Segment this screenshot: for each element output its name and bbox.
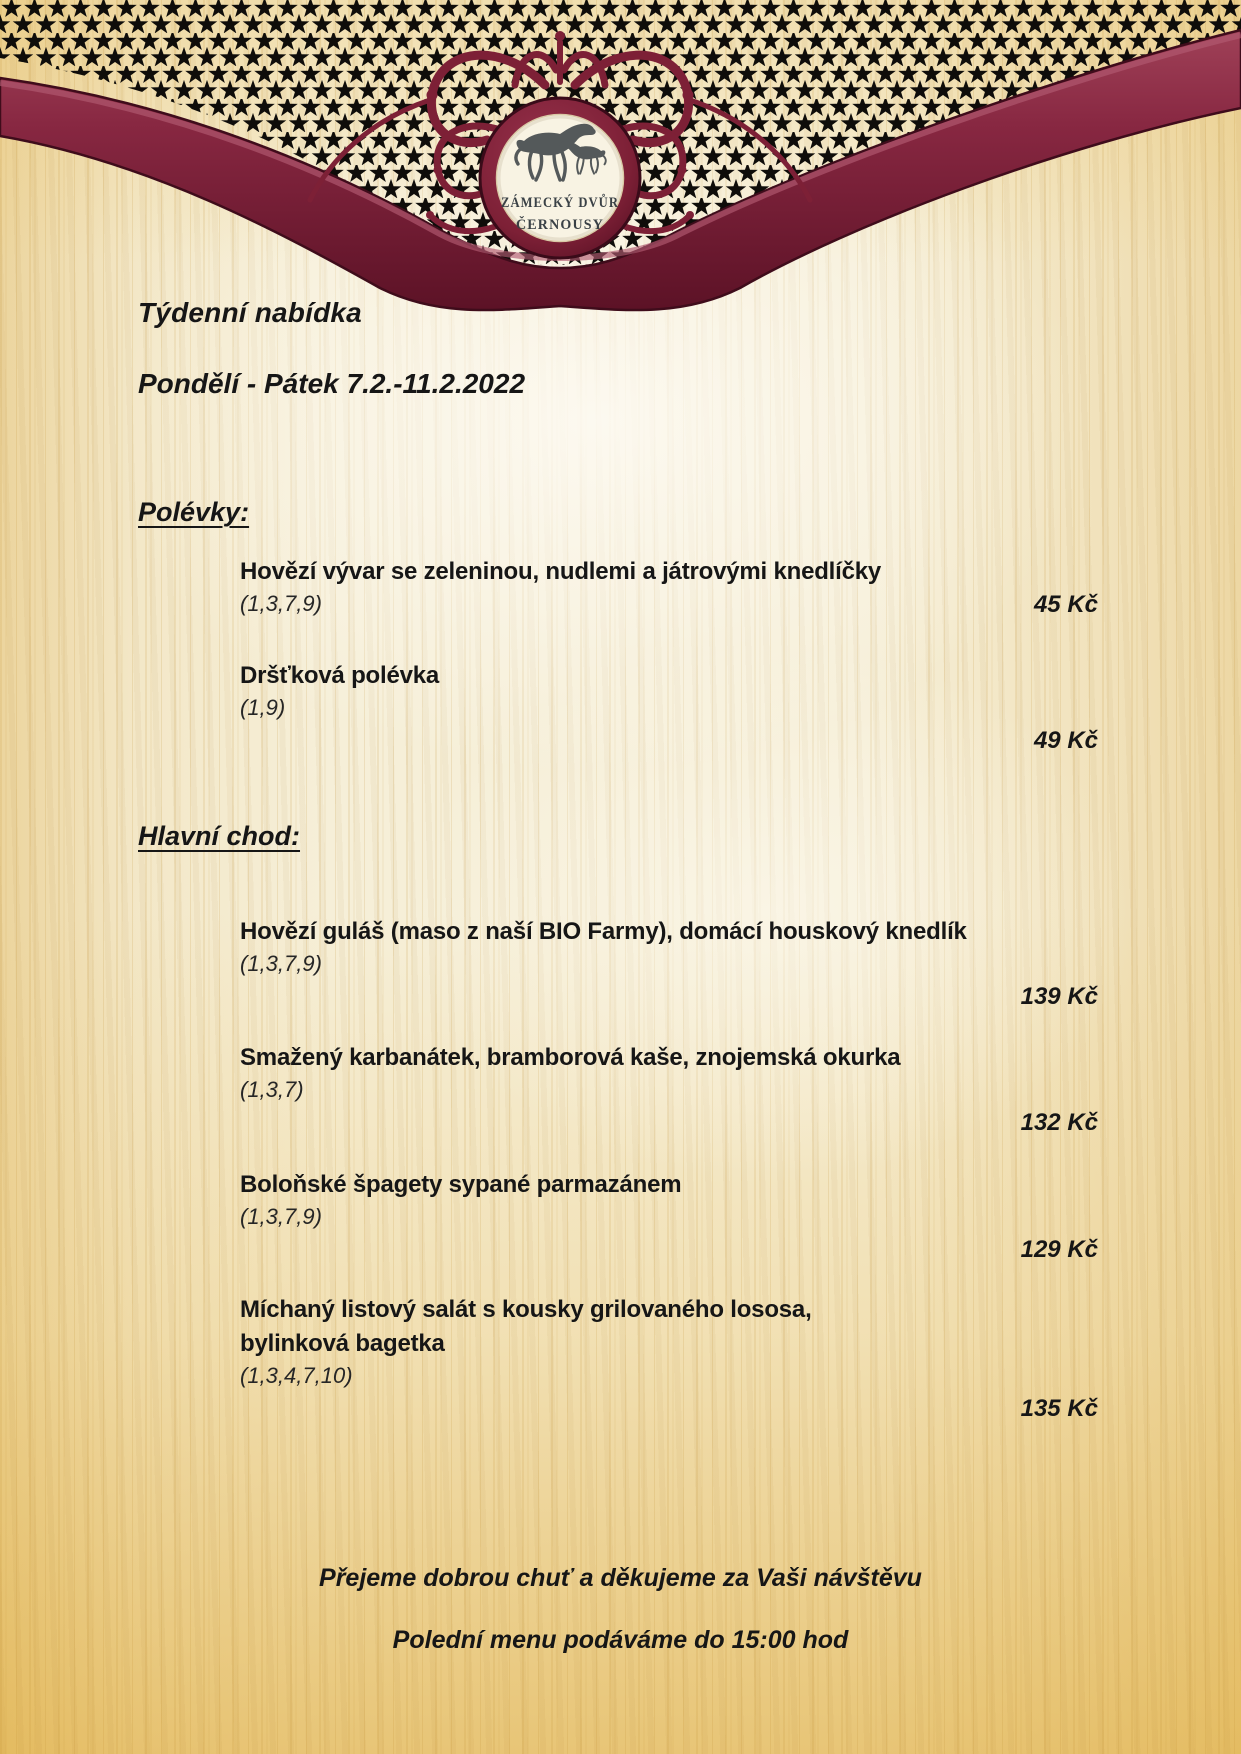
item-allergens: (1,3,4,7,10) — [240, 1363, 353, 1388]
item-allergens: (1,3,7,9) — [240, 1204, 322, 1229]
item-name: Dršťková polévka — [240, 662, 440, 689]
date-range: Pondělí - Pátek 7.2.-11.2.2022 — [138, 368, 526, 399]
section-heading-mains: Hlavní chod: — [138, 821, 301, 851]
item-name-line2: bylinková bagetka — [240, 1330, 445, 1357]
item-allergens: (1,9) — [240, 695, 286, 720]
item-price: 135 Kč — [1020, 1395, 1098, 1422]
logo-medallion — [480, 98, 640, 258]
item-name: Hovězí guláš (maso z naší BIO Farmy), domácí houskový knedlík — [240, 918, 967, 945]
item-name: Hovězí vývar se zeleninou, nudlemi a játrovými knedlíčky — [240, 558, 882, 585]
footer-hours: Polední menu podáváme do 15:00 hod — [392, 1626, 849, 1654]
item-allergens: (1,3,7,9) — [240, 951, 322, 976]
item-allergens: (1,3,7) — [240, 1077, 304, 1102]
page-title: Týdenní nabídka — [138, 297, 362, 328]
footer-wish: Přejeme dobrou chuť a děkujeme za Vaši návštěvu — [319, 1564, 922, 1592]
item-price: 129 Kč — [1020, 1236, 1098, 1263]
item-name: Boloňské špagety sypané parmazánem — [240, 1171, 682, 1198]
item-allergens: (1,3,7,9) — [240, 591, 322, 616]
logo-title-line1: ZÁMECKÝ DVŮR — [501, 195, 637, 211]
item-price: 139 Kč — [1020, 983, 1098, 1010]
item-name: Smažený karbanátek, bramborová kaše, znojemská okurka — [240, 1044, 901, 1071]
item-name: Míchaný listový salát s kousky grilovaného lososa, — [240, 1296, 812, 1323]
logo-title-line2: ČERNOUSY — [516, 217, 607, 233]
item-price: 132 Kč — [1020, 1109, 1098, 1136]
item-price: 45 Kč — [1033, 591, 1098, 618]
section-heading-soups: Polévky: — [138, 497, 250, 527]
item-price: 49 Kč — [1033, 727, 1098, 754]
